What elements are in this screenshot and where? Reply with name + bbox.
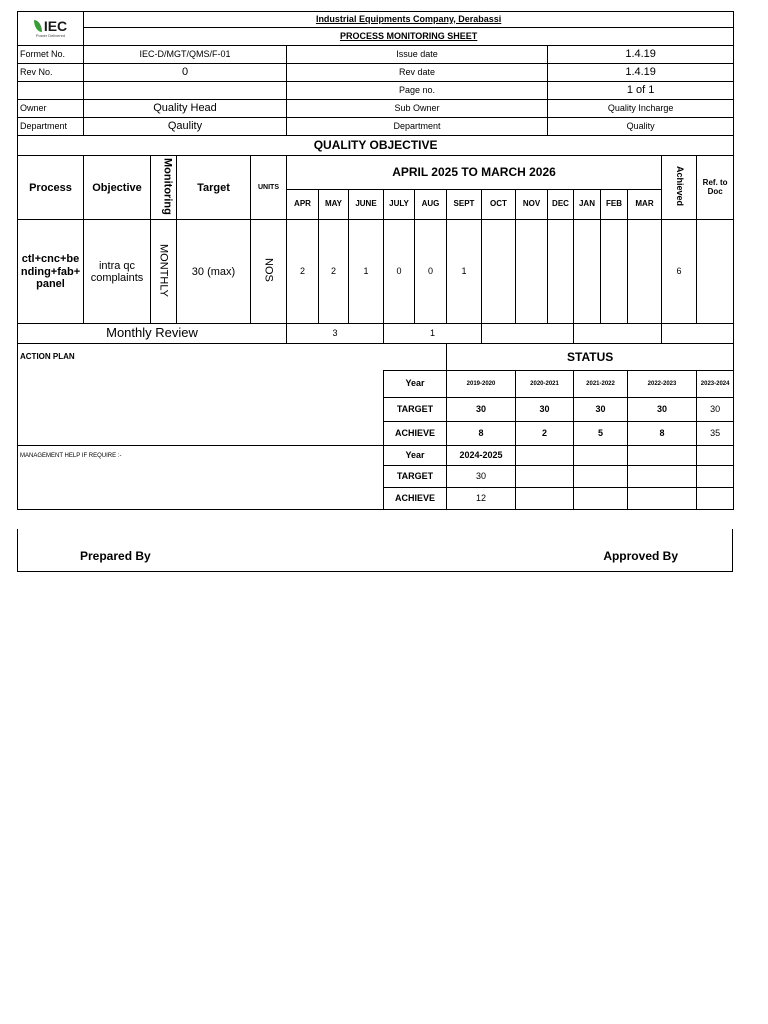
action-plan-label: ACTION PLAN <box>18 344 447 371</box>
status-title: STATUS <box>447 344 734 371</box>
logo-cell <box>18 12 84 46</box>
monthly-review-q2: 1 <box>384 324 482 344</box>
revdate-value: 1.4.19 <box>548 64 734 82</box>
logo-text: IEC <box>43 17 68 34</box>
empty-cell <box>516 488 574 510</box>
process-value: ctl+cnc+bending+fab+panel <box>18 220 84 324</box>
status-achieve: 8 <box>628 422 697 446</box>
month-value <box>482 220 516 324</box>
status-year: 2022-2023 <box>628 371 697 398</box>
ref-header: Ref. to Doc <box>697 156 734 220</box>
objective-title: QUALITY OBJECTIVE <box>18 136 734 156</box>
month-value: 0 <box>384 220 415 324</box>
status-target: 30 <box>574 398 628 422</box>
status-target: 30 <box>516 398 574 422</box>
empty-cell <box>628 446 697 466</box>
status-achieve: 5 <box>574 422 628 446</box>
objective-header: Objective <box>84 156 151 220</box>
status-year-label: Year <box>384 371 447 398</box>
month-header: OCT <box>482 190 516 220</box>
month-header: SEPT <box>447 190 482 220</box>
prepared-by: Prepared By <box>80 549 151 563</box>
status-achieve: 8 <box>447 422 516 446</box>
month-value <box>628 220 662 324</box>
status-target: 30 <box>628 398 697 422</box>
empty-cell <box>697 488 734 510</box>
target-header: Target <box>177 156 251 220</box>
month-value <box>574 220 601 324</box>
process-monitoring-sheet <box>17 11 733 510</box>
process-header: Process <box>18 156 84 220</box>
month-header: NOV <box>516 190 548 220</box>
empty-cell <box>697 446 734 466</box>
logo-tagline: Power Delivered <box>35 33 66 38</box>
month-header: JUNE <box>349 190 384 220</box>
status-year: 2020-2021 <box>516 371 574 398</box>
leaf-icon <box>34 20 42 32</box>
status-year: 2021-2022 <box>574 371 628 398</box>
subowner-value: Quality Incharge <box>548 100 734 118</box>
status-year-label-2: Year <box>384 446 447 466</box>
format-value: IEC-D/MGT/QMS/F-01 <box>84 46 287 64</box>
units-value: NOS <box>251 220 287 324</box>
page-label: Page no. <box>287 82 548 100</box>
approved-by: Approved By <box>603 549 678 563</box>
empty-cell <box>574 488 628 510</box>
status-achieve-label: ACHIEVE <box>384 422 447 446</box>
empty-cell <box>628 466 697 488</box>
month-value: 1 <box>447 220 482 324</box>
empty-cell <box>574 446 628 466</box>
period-header: APRIL 2025 TO MARCH 2026 <box>287 156 662 190</box>
month-value: 1 <box>349 220 384 324</box>
status-target-label: TARGET <box>384 398 447 422</box>
month-value: 0 <box>415 220 447 324</box>
dept-label: Department <box>18 118 84 136</box>
empty-cell <box>84 82 287 100</box>
status-target-label-2: TARGET <box>384 466 447 488</box>
empty-cell <box>628 488 697 510</box>
issue-value: 1.4.19 <box>548 46 734 64</box>
dept2-value: Quality <box>548 118 734 136</box>
monitoring-value: MONTHLY <box>151 220 177 324</box>
management-help-label: MANAGEMENT HELP IF REQUIRE :- <box>18 446 384 466</box>
units-header: UNITS <box>251 156 287 220</box>
achieved-value: 6 <box>662 220 697 324</box>
table-row <box>18 220 734 324</box>
empty-cell <box>18 82 84 100</box>
sheet-title: PROCESS MONITORING SHEET <box>84 28 734 46</box>
month-value <box>548 220 574 324</box>
achieved-header: Achieved <box>662 156 697 220</box>
sheet-table <box>17 11 734 510</box>
month-header: FEB <box>601 190 628 220</box>
empty-cell <box>697 466 734 488</box>
month-header: AUG <box>415 190 447 220</box>
month-header: JAN <box>574 190 601 220</box>
month-value: 2 <box>319 220 349 324</box>
month-header: MAR <box>628 190 662 220</box>
subowner-label: Sub Owner <box>287 100 548 118</box>
month-value: 2 <box>287 220 319 324</box>
owner-label: Owner <box>18 100 84 118</box>
monthly-review-q1: 3 <box>287 324 384 344</box>
status-target: 30 <box>447 398 516 422</box>
issue-label: Issue date <box>287 46 548 64</box>
month-header: JULY <box>384 190 415 220</box>
rev-value: 0 <box>84 64 287 82</box>
month-value <box>601 220 628 324</box>
monthly-review-q3 <box>482 324 574 344</box>
status-target: 30 <box>697 398 734 422</box>
company-name: Industrial Equipments Company, Derabassi <box>84 12 734 28</box>
month-header: APR <box>287 190 319 220</box>
month-header: DEC <box>548 190 574 220</box>
status-achieve-2: 12 <box>447 488 516 510</box>
status-achieve-label-2: ACHIEVE <box>384 488 447 510</box>
management-help-area <box>18 466 384 510</box>
owner-value: Quality Head <box>84 100 287 118</box>
dept-value: Qaulity <box>84 118 287 136</box>
empty-cell <box>516 446 574 466</box>
status-year: 2023-2024 <box>697 371 734 398</box>
revdate-label: Rev date <box>287 64 548 82</box>
page-value: 1 of 1 <box>548 82 734 100</box>
month-header: MAY <box>319 190 349 220</box>
month-value <box>516 220 548 324</box>
action-plan-area <box>18 371 384 446</box>
format-label: Formet No. <box>18 46 84 64</box>
rev-label: Rev No. <box>18 64 84 82</box>
target-value: 30 (max) <box>177 220 251 324</box>
empty-cell <box>516 466 574 488</box>
dept2-label: Department <box>287 118 548 136</box>
objective-value: intra qc complaints <box>84 220 151 324</box>
status-year-2: 2024-2025 <box>447 446 516 466</box>
empty-cell <box>574 466 628 488</box>
ref-value <box>697 220 734 324</box>
status-target-2: 30 <box>447 466 516 488</box>
monitoring-header: Monitoring <box>151 156 177 220</box>
monthly-review-label: Monthly Review <box>18 324 287 344</box>
status-achieve: 2 <box>516 422 574 446</box>
status-year: 2019-2020 <box>447 371 516 398</box>
status-achieve: 35 <box>697 422 734 446</box>
monthly-review-q4 <box>574 324 662 344</box>
signature-band <box>17 529 733 572</box>
empty-cell <box>662 324 734 344</box>
